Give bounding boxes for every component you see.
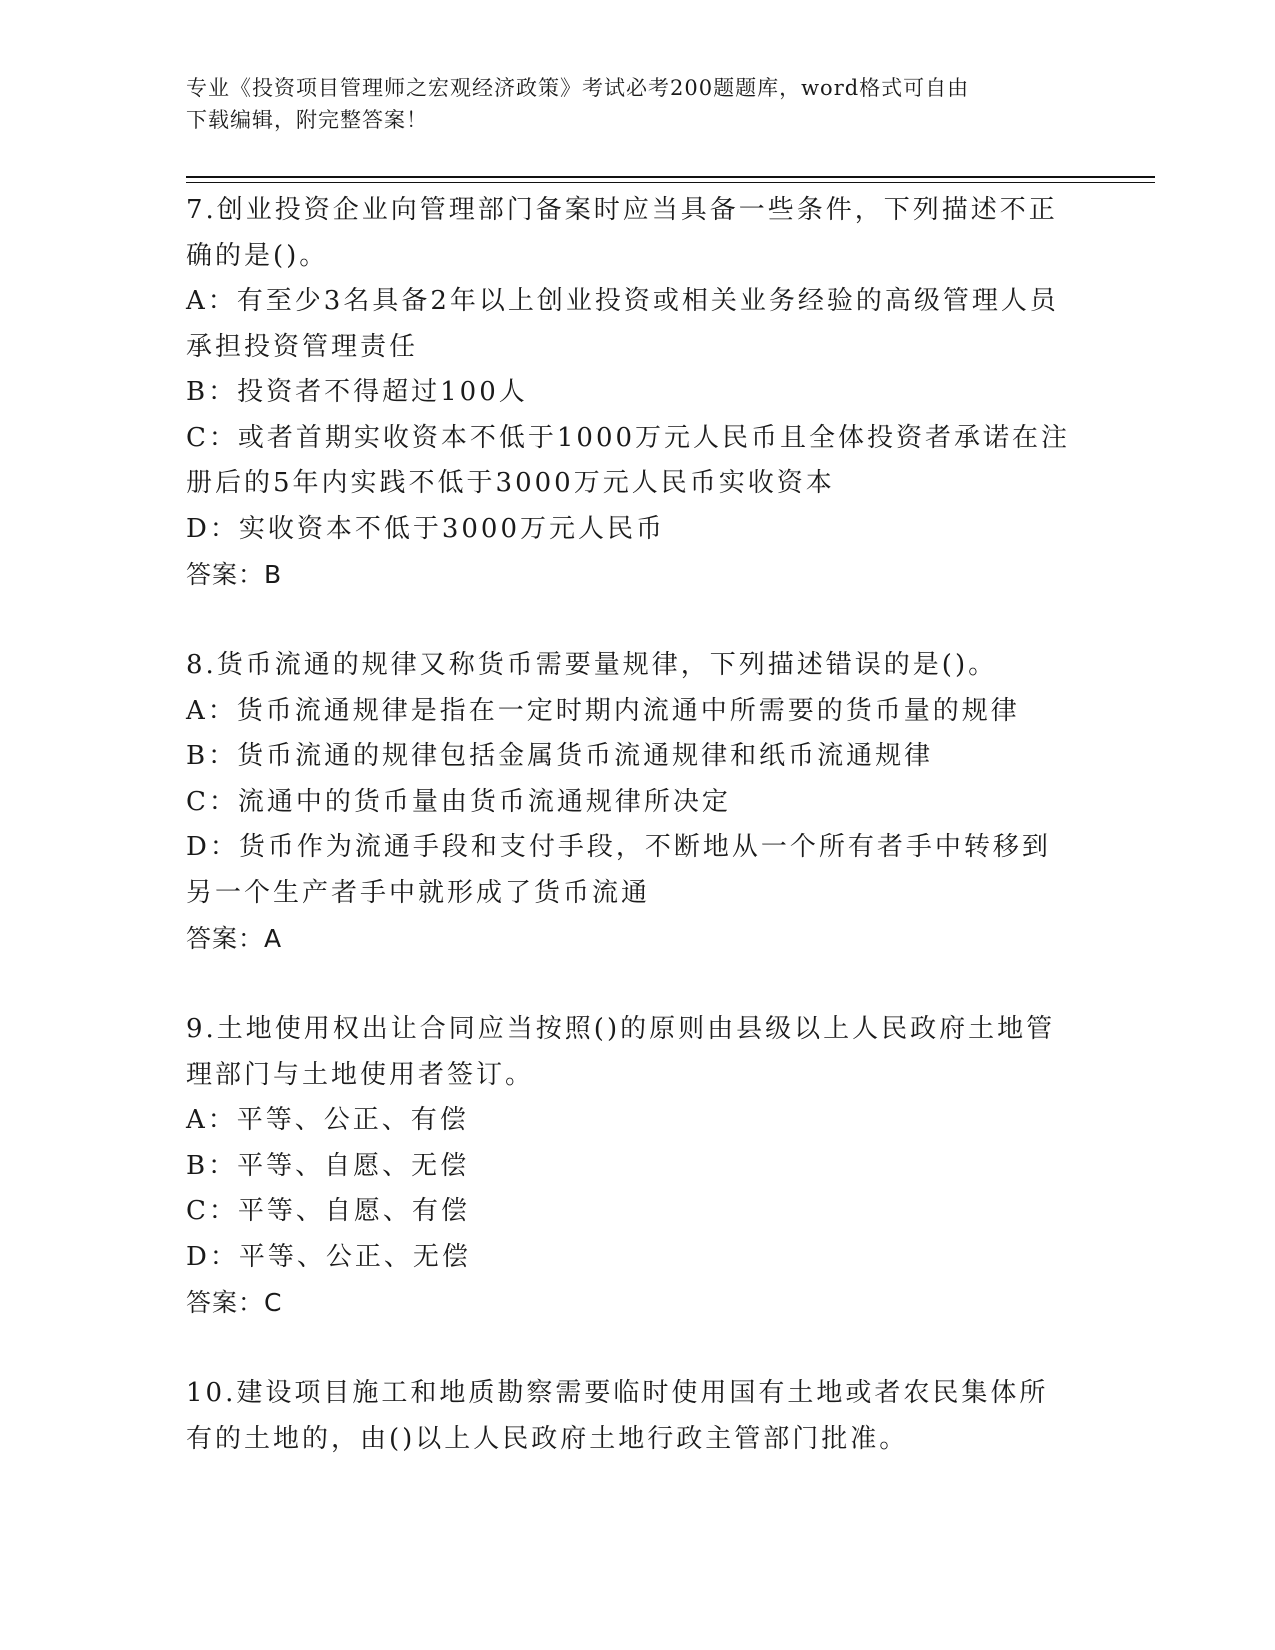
option-b: B：投资者不得超过100人 (186, 377, 528, 407)
option-d: D：货币作为流通手段和支付手段，不断地从一个所有者手中转移到另一个生产者手中就形成了货币流通 (186, 832, 1051, 908)
question-stem: 9.土地使用权出让合同应当按照()的原则由县级以上人民政府土地管理部门与土地使用者签订。 (186, 1014, 1056, 1090)
document-header (186, 72, 1066, 136)
question-10 (186, 1371, 1076, 1462)
header-line-1: 专业《投资项目管理师之宏观经济政策》考试必考200题题库，word格式可自由 (186, 76, 970, 100)
question-stem: 10.建设项目施工和地质勘察需要临时使用国有土地或者农民集体所有的土地的，由()以上人民政府土地行政主管部门批准。 (186, 1378, 1049, 1454)
answer-label: 答案：C (186, 1288, 283, 1317)
option-a: A：货币流通规律是指在一定时期内流通中所需要的货币量的规律 (186, 695, 1020, 726)
question-spacer (186, 598, 1076, 644)
header-divider-thin (186, 182, 1155, 183)
option-a: A：有至少3名具备2年以上创业投资或相关业务经验的高级管理人员承担投资管理责任 (186, 286, 1059, 362)
question-stem: 8.货币流通的规律又称货币需要量规律，下列描述错误的是()。 (186, 650, 998, 680)
option-b: B：货币流通的规律包括金属货币流通规律和纸币流通规律 (186, 741, 934, 771)
header-line-2: 下载编辑，附完整答案！ (186, 108, 428, 132)
option-c: C：或者首期实收资本不低于1000万元人民币且全体投资者承诺在注册后的5年内实践不低于3000万元人民币实收资本 (186, 422, 1071, 498)
answer-label: 答案：A (186, 924, 283, 953)
option-c: C：平等、自愿、有偿 (186, 1196, 470, 1226)
question-spacer (186, 962, 1076, 1008)
question-spacer (186, 1326, 1076, 1372)
question-8 (186, 643, 1076, 962)
question-list (186, 188, 1076, 1462)
option-d: D：实收资本不低于3000万元人民币 (186, 513, 666, 544)
question-7 (186, 188, 1076, 598)
answer-label: 答案：B (186, 560, 283, 589)
option-b: B：平等、自愿、无偿 (186, 1150, 470, 1181)
header-divider-thick (186, 176, 1155, 178)
question-stem: 7.创业投资企业向管理部门备案时应当具备一些条件，下列描述不正确的是()。 (186, 195, 1058, 271)
option-c: C：流通中的货币量由货币流通规律所决定 (186, 786, 731, 817)
question-9 (186, 1007, 1076, 1326)
option-d: D：平等、公正、无偿 (186, 1241, 471, 1272)
option-a: A：平等、公正、有偿 (186, 1105, 469, 1135)
